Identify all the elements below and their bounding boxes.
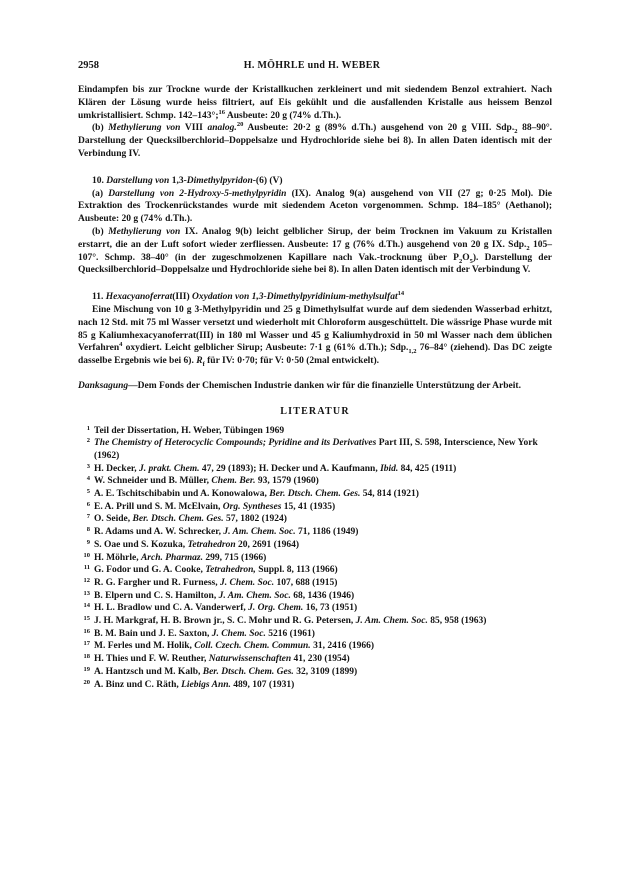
reference-number: 10 xyxy=(83,551,90,559)
reference-item xyxy=(78,475,552,488)
running-header-authors: H. MÖHRLE und H. WEBER xyxy=(243,60,381,71)
reference-source: Ber. Dtsch. Chem. Ges. xyxy=(202,666,294,677)
reference-item xyxy=(78,615,552,628)
reference-part: Suppl. 8, 113 (1966) xyxy=(255,565,338,576)
reference-part: 32, 3109 (1899) xyxy=(293,666,358,677)
reference-item xyxy=(78,513,552,526)
reference-number: 13 xyxy=(83,589,90,597)
reference-part: 84, 425 (1911) xyxy=(398,463,457,474)
reference-item xyxy=(78,577,552,590)
reference-source: Coll. Czech. Chem. Commun. xyxy=(194,641,311,652)
section-11-heading: 11. Hexacyanoferrat(III) Oxydation von 1,3-Dimethylpyridinium-methylsulfat$^{14}$ xyxy=(92,290,405,303)
reference-item xyxy=(78,653,552,666)
reference-source: The Chemistry of Heterocyclic Compounds; Pyridine and its Derivatives xyxy=(94,438,377,449)
reference-part: M. Ferles und M. Holik, xyxy=(94,641,195,652)
page-number: 2958 xyxy=(78,60,99,71)
reference-source: J. Org. Chem. xyxy=(248,603,304,614)
reference-item xyxy=(78,526,552,539)
reference-text xyxy=(94,464,456,474)
reference-text xyxy=(94,438,538,461)
reference-source: J. Am. Chem. Soc. xyxy=(218,590,291,601)
reference-item xyxy=(78,437,552,462)
reference-part: A. E. Tschitschibabin und A. Konowalowa, xyxy=(94,489,270,500)
reference-number: 15 xyxy=(83,615,90,623)
reference-source: J. Chem. Soc. xyxy=(211,628,266,639)
reference-source: J. Chem. Soc. xyxy=(219,577,275,588)
reference-part: 47, 29 (1893); H. Decker und A. Kaufmann, xyxy=(199,463,381,474)
reference-text xyxy=(94,489,419,499)
reference-text xyxy=(94,641,374,651)
reference-part: Part III, S. 598, Interscience, New York (1962) xyxy=(94,438,538,461)
reference-source: Ber. Dtsch. Chem. Ges. xyxy=(132,514,224,525)
reference-source: J. Am. Chem. Soc. xyxy=(223,527,296,538)
reference-part: O. Seide, xyxy=(94,514,133,525)
reference-part: R. G. Fargher und R. Furness, xyxy=(94,577,220,588)
reference-source: Tetrahedron xyxy=(187,539,236,550)
reference-part: 68, 1436 (1946) xyxy=(290,590,355,601)
reference-item xyxy=(78,463,552,476)
reference-text xyxy=(94,553,266,563)
reference-number: 14 xyxy=(83,602,90,610)
reference-item xyxy=(78,602,552,615)
reference-part: S. Oae und S. Kozuka, xyxy=(94,539,188,550)
reference-part: 16, 73 (1951) xyxy=(303,603,358,614)
paragraph-11: Eine Mischung von 10 g 3-Methylpyridin und 25 g Dimethylsulfat wurde auf dem siedenden Wasserbad erhitzt, nach 12 Std. mit 75 ml Wasser versetzt und wiederholt mit Chloroform ausgeschüttelt. Die wässrige Phase wurde mit 85 g Kaliumhexacyanoferrat(III) in 180 ml Wasser und 45 g Kaliumhydroxid in 50 ml Wasser nach dem üblichen Verfahren$^4$ oxydiert. Leicht gelblicher Sirup; Ausbeute: 7·1 g (61% d.Th.); $Sdp._{1,2}$ 76–84° (ziehend). Das DC zeigte dasselbe Ergebnis wie bei 6). $R_f$ für IV: 0·70; für V: 0·50 (2mal entwickelt). xyxy=(78,304,553,369)
reference-item xyxy=(78,425,552,438)
reference-number: 9 xyxy=(86,538,90,546)
reference-source: J. Am. Chem. Soc. xyxy=(355,616,428,627)
reference-part: 41, 230 (1954) xyxy=(291,654,350,665)
reference-part: 107, 688 (1915) xyxy=(274,577,338,588)
reference-part: 489, 107 (1931) xyxy=(230,679,295,690)
reference-part: H. Möhrle, xyxy=(94,552,141,563)
reference-number: 12 xyxy=(83,576,90,584)
reference-item xyxy=(78,539,552,552)
reference-part: 57, 1802 (1924) xyxy=(223,514,287,525)
reference-text xyxy=(94,476,319,486)
reference-text xyxy=(94,603,357,613)
reference-item xyxy=(78,590,552,603)
reference-source: Arch. Pharmaz. xyxy=(140,552,203,563)
reference-item xyxy=(78,628,552,641)
reference-number: 7 xyxy=(86,513,90,521)
reference-part: 15, 41 (1935) xyxy=(281,501,336,512)
reference-part: G. Fodor und G. A. Cooke, xyxy=(94,565,206,576)
reference-part: A. Hantzsch und M. Kalb, xyxy=(94,666,203,677)
reference-item xyxy=(78,552,552,565)
reference-item xyxy=(78,501,552,514)
reference-source: Org. Syntheses xyxy=(222,501,282,512)
reference-text xyxy=(94,540,299,550)
reference-part: A. Binz und C. Räth, xyxy=(94,679,182,690)
reference-number: 4 xyxy=(86,475,90,483)
reference-source: Chem. Ber. xyxy=(211,476,256,487)
reference-part: E. A. Prill und S. M. McElvain, xyxy=(94,501,223,512)
paragraph-10b: (b) Methylierung von IX. Analog 9(b) leicht gelblicher Sirup, der beim Trocknen im Vakuum zu Kristallen erstarrt, die an der Luft sofort wieder zerfliessen. Ausbeute: 17 g (76% d.Th.) ausgehend von 20 g IX. $Sdp._2$ 105–107°. Schmp. 38–40° (in der zugeschmolzenen Kapillare nach Vak.-trocknung über $P_2O_5$). Darstellung der Quecksilberchlorid–Doppelsalze und Hydrochloride siehe bei 8). In allen Daten identisch mit der Verbindung V. xyxy=(78,226,553,276)
reference-text xyxy=(94,527,358,537)
reference-part: Teil der Dissertation, H. Weber, Tübingen 1969 xyxy=(94,425,285,436)
reference-number: 11 xyxy=(83,564,90,572)
reference-number: 3 xyxy=(86,462,90,470)
reference-part: H. Thies und F. W. Reuther, xyxy=(94,654,209,665)
reference-text xyxy=(94,426,284,436)
reference-part: R. Adams und A. W. Schrecker, xyxy=(94,527,224,538)
reference-text xyxy=(94,502,335,512)
reference-text xyxy=(94,654,350,664)
reference-source: Naturwissenschaften xyxy=(208,654,292,665)
reference-text xyxy=(94,565,338,575)
reference-part: 299, 715 (1966) xyxy=(203,552,267,563)
reference-number: 1 xyxy=(86,424,90,432)
reference-source: Tetrahedron, xyxy=(205,565,256,576)
reference-number: 5 xyxy=(86,488,90,496)
reference-number: 19 xyxy=(83,665,90,673)
reference-item xyxy=(78,679,552,692)
reference-part: B. M. Bain und J. E. Saxton, xyxy=(94,628,212,639)
reference-number: 17 xyxy=(83,640,90,648)
paragraph-10a: (a) Darstellung von 2-Hydroxy-5-methylpyridin (IX). Analog 9(a) ausgehend von VII (27 g; 0·25 Mol). Die Extraktion des Trockenrückstandes wurde mit siedendem Aceton vorgenommen. Schmp. 184–185° (Aethanol); Ausbeute: 20 g (74% d.Th.). xyxy=(78,188,553,225)
reference-text xyxy=(94,667,357,677)
reference-part: 85, 958 (1963) xyxy=(427,616,487,627)
reference-part: 54, 814 (1921) xyxy=(360,489,419,500)
reference-item xyxy=(78,564,552,577)
reference-source: Ibid. xyxy=(380,463,399,474)
page-body xyxy=(78,84,552,691)
reference-text xyxy=(94,680,294,690)
reference-number: 2 xyxy=(86,437,90,445)
reference-text xyxy=(94,616,486,626)
reference-part: W. Schneider und B. Müller, xyxy=(94,476,212,487)
acknowledgement: Danksagung—Dem Fonds der Chemischen Industrie danken wir für die finanzielle Unterstützung der Arbeit. xyxy=(78,380,521,391)
section-10-heading: 10. Darstellung von 1,3-Dimethylpyridon-(6) (V) xyxy=(92,175,283,186)
paragraph-continued: Eindampfen bis zur Trockne wurde der Kristallkuchen zerkleinert und mit siedendem Benzol extrahiert. Nach Klären der Lösung wurde heiss filtriert, auf Eis gekühlt und die ausfallenden Kristalle aus heissem Benzol umkristallisiert. Schmp. 142–143°;$^{16}$ Ausbeute: 20 g (74% d.Th.). xyxy=(78,85,552,121)
reference-text xyxy=(94,629,315,639)
reference-number: 8 xyxy=(86,526,90,534)
reference-text xyxy=(94,591,354,601)
reference-item xyxy=(78,666,552,679)
reference-source: Ber. Dtsch. Chem. Ges. xyxy=(269,489,361,500)
reference-part: J. H. Markgraf, H. B. Brown jr., S. C. Mohr und R. G. Petersen, xyxy=(94,616,356,627)
reference-text xyxy=(94,514,287,524)
reference-number: 20 xyxy=(83,678,90,686)
reference-part: 31, 2416 (1966) xyxy=(310,641,375,652)
reference-number: 18 xyxy=(83,653,90,661)
reference-part: H. L. Bradlow und C. A. Vanderwerf, xyxy=(94,603,249,614)
references-heading: LITERATUR xyxy=(280,405,350,417)
references-list xyxy=(78,425,552,692)
reference-item xyxy=(78,488,552,501)
reference-part: 5216 (1961) xyxy=(265,628,315,639)
reference-part: 71, 1186 (1949) xyxy=(295,527,359,538)
reference-number: 6 xyxy=(86,500,90,508)
reference-number: 16 xyxy=(83,627,90,635)
reference-part: 20, 2691 (1964) xyxy=(235,539,299,550)
reference-source: J. prakt. Chem. xyxy=(139,463,200,474)
reference-item xyxy=(78,640,552,653)
paragraph-methylierung-viii: (b) Methylierung von VIII analog.$^{20}$ Ausbeute: 20·2 g (89% d.Th.) ausgehend von 20 g VIII. $Sdp._2$ 88–90°. Darstellung der Quecksilberchlorid–Doppelsalze und Hydrochloride siehe bei 8). In allen Daten identisch mit der Verbindung IV. xyxy=(78,121,553,159)
reference-part: B. Elpern und C. S. Hamilton, xyxy=(94,590,219,601)
reference-part: 93, 1579 (1960) xyxy=(255,476,319,487)
reference-part: H. Decker, xyxy=(94,463,140,474)
reference-source: Liebigs Ann. xyxy=(181,679,231,690)
reference-text xyxy=(94,578,337,588)
